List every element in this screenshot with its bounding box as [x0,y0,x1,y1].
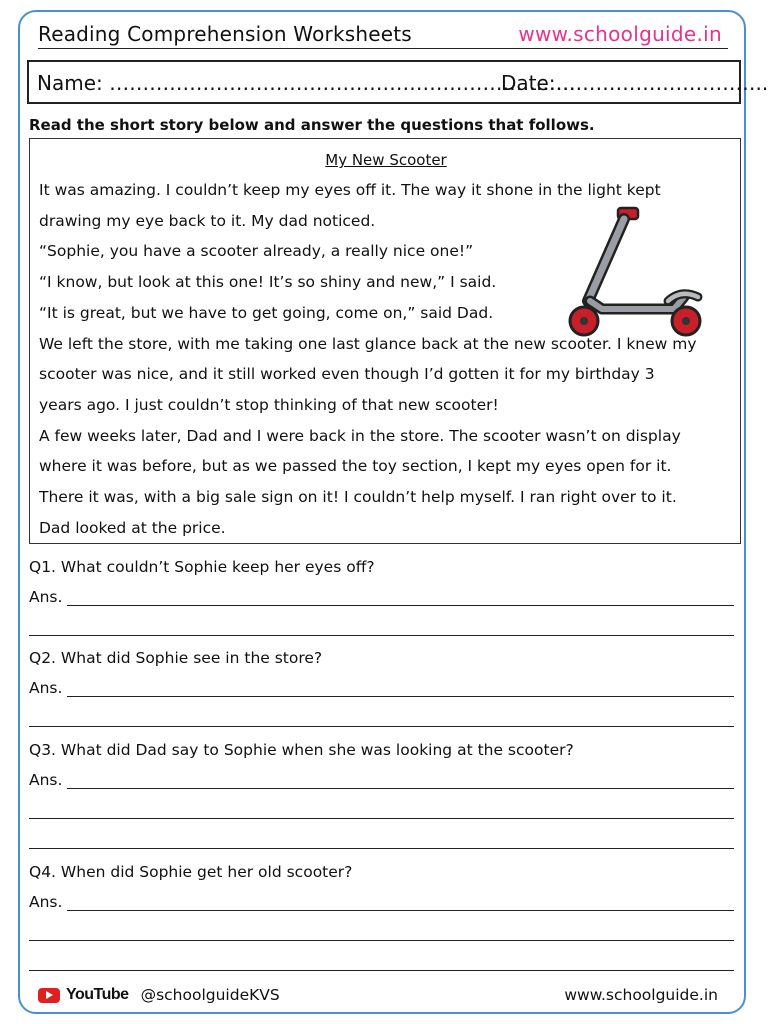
answer-row[interactable] [29,703,734,733]
youtube-wordmark: YouTube [66,986,129,1003]
answer-line [67,696,734,697]
story-line: where it was before, but as we passed the toy section, I kept my eyes open for it. [39,457,672,476]
question-block [29,857,734,977]
instruction-text: Read the short story below and answer the questions that follows. [29,116,595,134]
question-text: Q3. What did Dad say to Sophie when she was looking at the scooter? [29,741,574,759]
story-line: “It is great, but we have to get going, come on,” said Dad. [39,303,494,322]
story-line: drawing my eye back to it. My dad noticed. [39,211,376,230]
name-field[interactable]: Name: ……………………………………………………………. [37,71,576,95]
question-block [29,552,734,642]
answer-label: Ans. [29,588,63,606]
story-line: A few weeks later, Dad and I were back in the store. The scooter wasn’t on display [39,426,681,445]
scooter-illustration [566,205,706,337]
question-text: Q2. What did Sophie see in the store? [29,649,323,667]
header-underline [38,48,728,49]
answer-line [29,848,734,849]
answer-line [67,788,734,789]
story-title: My New Scooter [325,151,447,169]
story-line: years ago. I just couldn’t stop thinking of that new scooter! [39,395,499,414]
answer-label: Ans. [29,679,63,697]
answer-line [29,726,734,727]
story-line: “I know, but look at this one! It’s so shiny and new,” I said. [39,273,497,292]
answer-line [29,818,734,819]
story-line: There it was, with a big sale sign on it! I couldn’t help myself. I ran right over to it. [39,488,677,507]
story-line: scooter was nice, and it still worked even though I’d gotten it for my birthday 3 [39,365,655,384]
answer-row[interactable] [29,582,734,612]
youtube-handle: @schoolguideKVS [140,986,280,1004]
footer-website-link[interactable]: www.schoolguide.in [564,986,718,1004]
answer-line [29,940,734,941]
answer-line [29,635,734,636]
answer-row[interactable] [29,825,734,855]
story-line: Dad looked at the price. [39,518,226,537]
question-text: Q1. What couldn’t Sophie keep her eyes off? [29,558,375,576]
answer-row[interactable] [29,795,734,825]
date-field[interactable]: Date:………………………….. [501,71,768,95]
story-line: “Sophie, you have a scooter already, a really nice one!” [39,242,474,261]
story-box [29,138,741,544]
answer-row[interactable] [29,673,734,703]
youtube-channel-link[interactable] [38,986,280,1004]
question-block [29,643,734,733]
answer-label: Ans. [29,893,63,911]
answer-line [67,605,734,606]
worksheet-title: Reading Comprehension Worksheets [38,22,412,46]
answer-line [67,910,734,911]
answer-row[interactable] [29,612,734,642]
question-block [29,735,734,855]
header-website-link[interactable]: www.schoolguide.in [518,22,722,46]
story-line: It was amazing. I couldn’t keep my eyes off it. The way it shone in the light kept [39,181,661,199]
name-date-box [27,60,768,104]
question-text: Q4. When did Sophie get her old scooter? [29,863,353,881]
answer-row[interactable] [29,765,734,795]
answer-line [29,970,734,971]
answer-row[interactable] [29,947,734,977]
answer-label: Ans. [29,771,63,789]
youtube-icon [38,988,60,1003]
answer-row[interactable] [29,887,734,917]
worksheet-header [38,22,728,50]
story-line: We left the store, with me taking one last glance back at the new scooter. I knew my [39,334,697,353]
answer-row[interactable] [29,917,734,947]
